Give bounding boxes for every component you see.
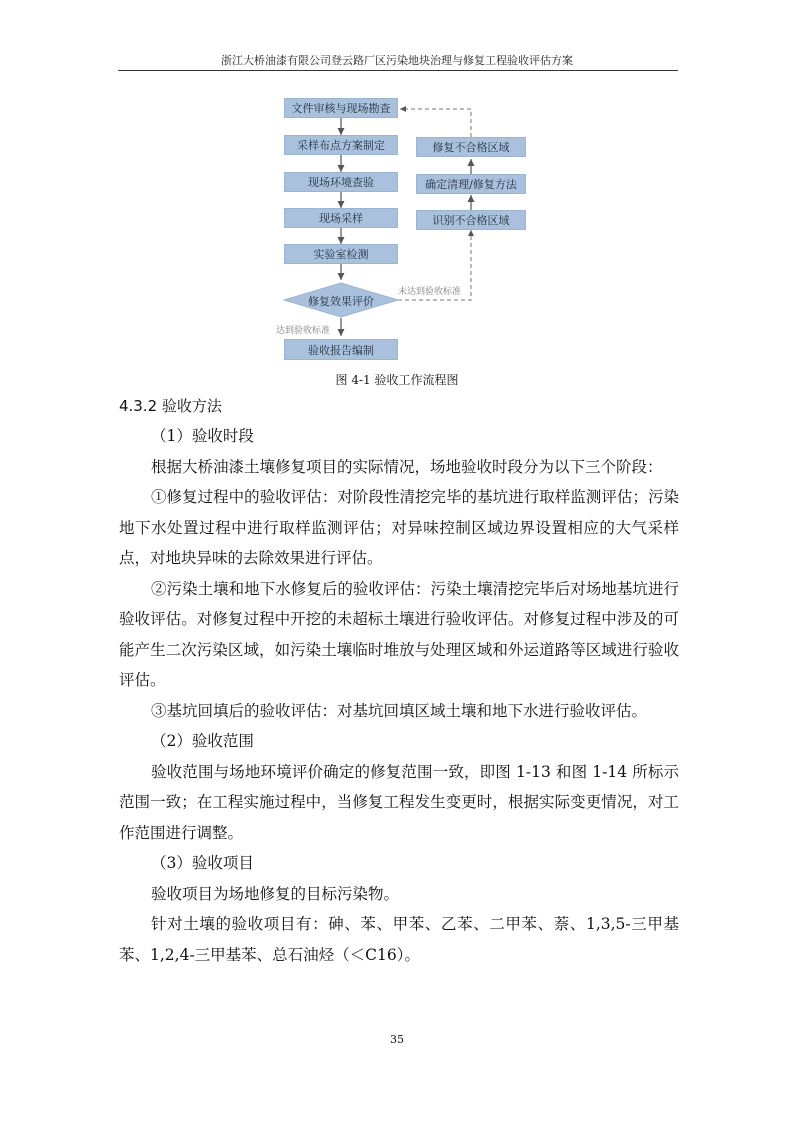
step-lab-testing: 实验室检测 [284,244,398,264]
step-report-compilation: 验收报告编制 [284,339,398,360]
page-number: 35 [390,1033,404,1046]
step-effect-evaluation: 修复效果评价 [308,295,374,308]
step-site-inspection: 现场环境查验 [284,172,398,192]
step-sampling-plan: 采样布点方案制定 [284,135,398,155]
section-heading: 4.3.2 验收方法 [119,397,222,415]
label-fail: 未达到验收标准 [398,287,462,297]
paragraph-1: （1）验收时段 [151,427,254,445]
step-identify-failed-area: 识别不合格区域 [416,210,526,230]
paragraph-6: （2）验收范围 [151,732,254,750]
body-text [119,391,679,970]
step-determine-method: 确定清理/修复方法 [416,174,526,194]
paragraph-5: ③基坑回填后的验收评估：对基坑回填区域土壤和地下水进行验收评估。 [151,701,648,720]
step-field-sampling: 现场采样 [284,208,398,228]
paragraph-7: 验收范围与场地环境评价确定的修复范围一致，即图 1-13 和图 1-14 所标示范围一致；在工程实施过程中，当修复工程发生变更时，根据实际变更情况，对工作范围进行调整。 [119,762,679,842]
paragraph-10: 针对土壤的验收项目有：砷、苯、甲苯、乙苯、二甲苯、萘、1,3,5-三甲基苯、1,2,4-三甲基苯、总石油烃（＜C16）。 [119,915,679,964]
paragraph-2: 根据大桥油漆土壤修复项目的实际情况，场地验收时段分为以下三个阶段： [151,457,663,476]
step-repair-failed-area: 修复不合格区域 [416,137,526,157]
return-path [400,109,471,137]
paragraph-4: ②污染土壤和地下水修复后的验收评估：污染土壤清挖完毕后对场地基坑进行验收评估。对修复过程中开挖的未超标土壤进行验收评估。对修复过程中涉及的可能产生二次污染区域，如污染土壤临时堆放与处理区域和外运道路等区域进行验收评估。 [119,579,679,689]
label-pass: 达到验收标准 [276,326,331,336]
paragraph-3: ①修复过程中的验收评估：对阶段性清挖完毕的基坑进行取样监测评估；污染地下水处置过程中进行取样监测评估；对异味控制区域边界设置相应的大气采样点，对地块异味的去除效果进行评估。 [119,488,679,567]
paragraph-9: 验收项目为场地修复的目标污染物。 [151,884,400,903]
paragraph-8: （3）验收项目 [151,854,254,872]
page-header: 浙江大桥油漆有限公司登云路厂区污染地块治理与修复工程验收评估方案 [221,54,573,67]
figure-caption: 图 4-1 验收工作流程图 [335,373,459,387]
flowchart [0,0,794,400]
step-document-review: 文件审核与现场勘查 [284,98,398,118]
